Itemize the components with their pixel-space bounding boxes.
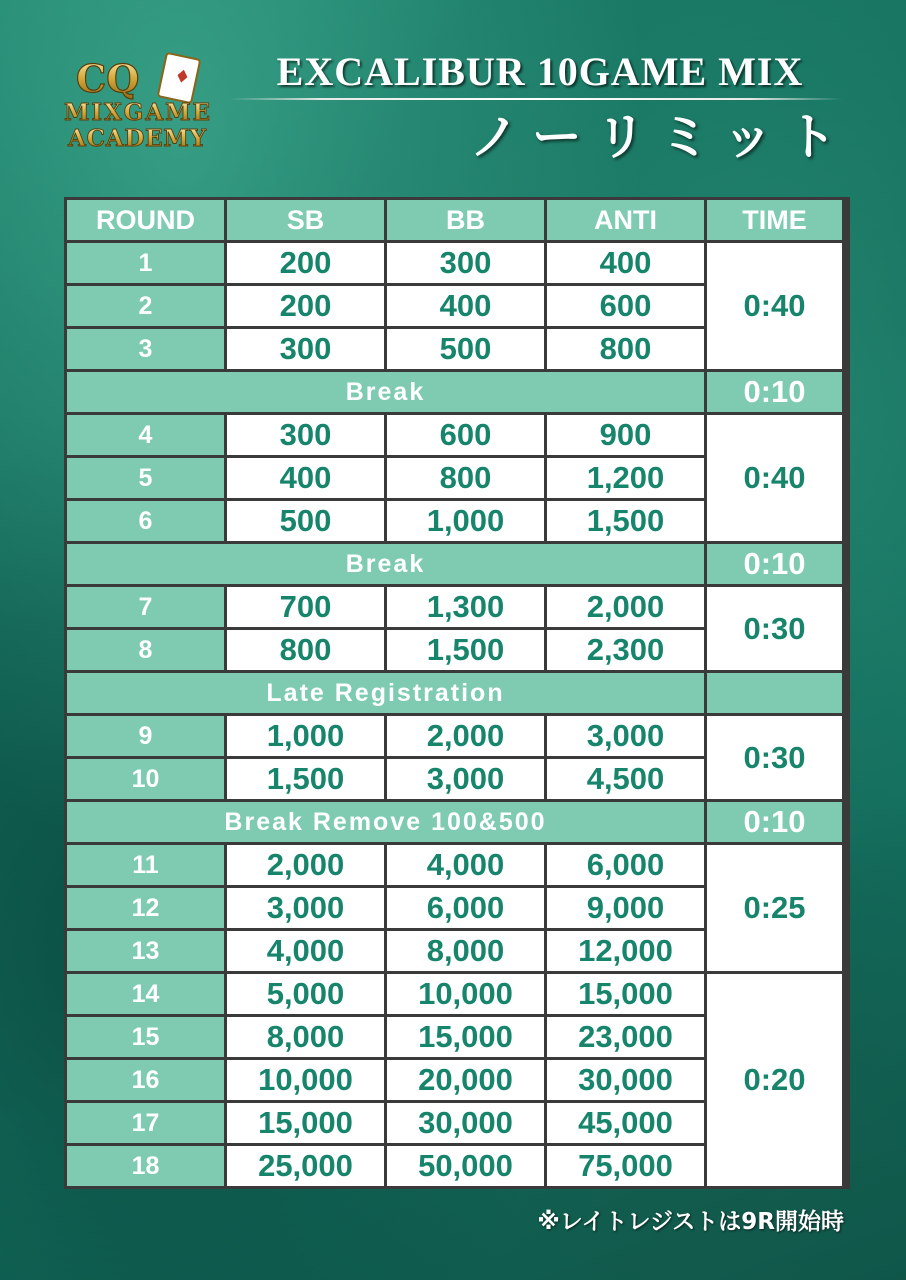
bb-value: 6,000 [387,888,544,928]
sb-value: 300 [227,415,384,455]
anti-value: 9,000 [547,888,704,928]
round-number: 18 [67,1146,224,1186]
anti-value: 6,000 [547,845,704,885]
level-time: 0:20 [707,974,842,1186]
header-time: TIME [707,200,842,240]
logo-line1: CQ [76,56,140,101]
bb-value: 1,500 [387,630,544,670]
anti-value: 3,000 [547,716,704,756]
title-divider [230,98,842,100]
sb-value: 800 [227,630,384,670]
round-number: 17 [67,1103,224,1143]
anti-value: 30,000 [547,1060,704,1100]
header-sb: SB [227,200,384,240]
playing-card-icon [158,53,200,103]
late-registration-time [707,673,842,713]
bb-value: 20,000 [387,1060,544,1100]
anti-value: 600 [547,286,704,326]
bb-value: 800 [387,458,544,498]
bb-value: 15,000 [387,1017,544,1057]
bb-value: 10,000 [387,974,544,1014]
bb-value: 50,000 [387,1146,544,1186]
sb-value: 500 [227,501,384,541]
round-number: 7 [67,587,224,627]
sb-value: 8,000 [227,1017,384,1057]
level-time: 0:40 [707,415,842,541]
break-time: 0:10 [707,544,842,584]
svg-text:♦: ♦ [172,65,193,90]
round-number: 4 [67,415,224,455]
round-number: 1 [67,243,224,283]
round-number: 15 [67,1017,224,1057]
anti-value: 1,500 [547,501,704,541]
sb-value: 5,000 [227,974,384,1014]
round-number: 8 [67,630,224,670]
sb-value: 700 [227,587,384,627]
sb-value: 10,000 [227,1060,384,1100]
round-number: 14 [67,974,224,1014]
bb-value: 500 [387,329,544,369]
level-time: 0:40 [707,243,842,369]
anti-value: 2,000 [547,587,704,627]
sb-value: 25,000 [227,1146,384,1186]
sb-value: 1,000 [227,716,384,756]
sb-value: 400 [227,458,384,498]
sb-value: 200 [227,243,384,283]
bb-value: 8,000 [387,931,544,971]
bb-value: 4,000 [387,845,544,885]
round-number: 9 [67,716,224,756]
anti-value: 4,500 [547,759,704,799]
break-time: 0:10 [707,372,842,412]
bb-value: 400 [387,286,544,326]
anti-value: 15,000 [547,974,704,1014]
sb-value: 300 [227,329,384,369]
level-time: 0:25 [707,845,842,971]
late-registration-note: ※レイトレジストは9R開始時 [537,1209,844,1235]
anti-value: 800 [547,329,704,369]
anti-value: 400 [547,243,704,283]
level-time: 0:30 [707,587,842,670]
break-label: Break [67,372,704,412]
bb-value: 1,300 [387,587,544,627]
page-title: EXCALIBUR 10GAME MIX [276,49,804,94]
sb-value: 2,000 [227,845,384,885]
round-number: 2 [67,286,224,326]
logo-line2: MIXGAME [64,99,210,126]
logo-line3: ACADEMY [68,125,206,152]
anti-value: 23,000 [547,1017,704,1057]
round-number: 12 [67,888,224,928]
bb-value: 600 [387,415,544,455]
round-number: 10 [67,759,224,799]
anti-value: 2,300 [547,630,704,670]
header-anti: ANTI [547,200,704,240]
bb-value: 3,000 [387,759,544,799]
level-time: 0:30 [707,716,842,799]
break-label: Break Remove 100&500 [67,802,704,842]
bb-value: 300 [387,243,544,283]
anti-value: 900 [547,415,704,455]
round-number: 5 [67,458,224,498]
break-label: Break [67,544,704,584]
late-registration-label: Late Registration [67,673,704,713]
anti-value: 45,000 [547,1103,704,1143]
anti-value: 12,000 [547,931,704,971]
cq-mixgame-academy-logo [58,52,216,152]
header-bb: BB [387,200,544,240]
bb-value: 2,000 [387,716,544,756]
sb-value: 200 [227,286,384,326]
round-number: 3 [67,329,224,369]
sb-value: 1,500 [227,759,384,799]
logo-emblem-icon [58,52,216,152]
round-number: 16 [67,1060,224,1100]
sb-value: 4,000 [227,931,384,971]
break-time: 0:10 [707,802,842,842]
page-subtitle: ノーリミット [469,107,851,166]
sb-value: 3,000 [227,888,384,928]
round-number: 13 [67,931,224,971]
sb-value: 15,000 [227,1103,384,1143]
bb-value: 1,000 [387,501,544,541]
round-number: 11 [67,845,224,885]
anti-value: 1,200 [547,458,704,498]
round-number: 6 [67,501,224,541]
bb-value: 30,000 [387,1103,544,1143]
header-round: ROUND [67,200,224,240]
blind-structure-table [64,197,850,1189]
anti-value: 75,000 [547,1146,704,1186]
